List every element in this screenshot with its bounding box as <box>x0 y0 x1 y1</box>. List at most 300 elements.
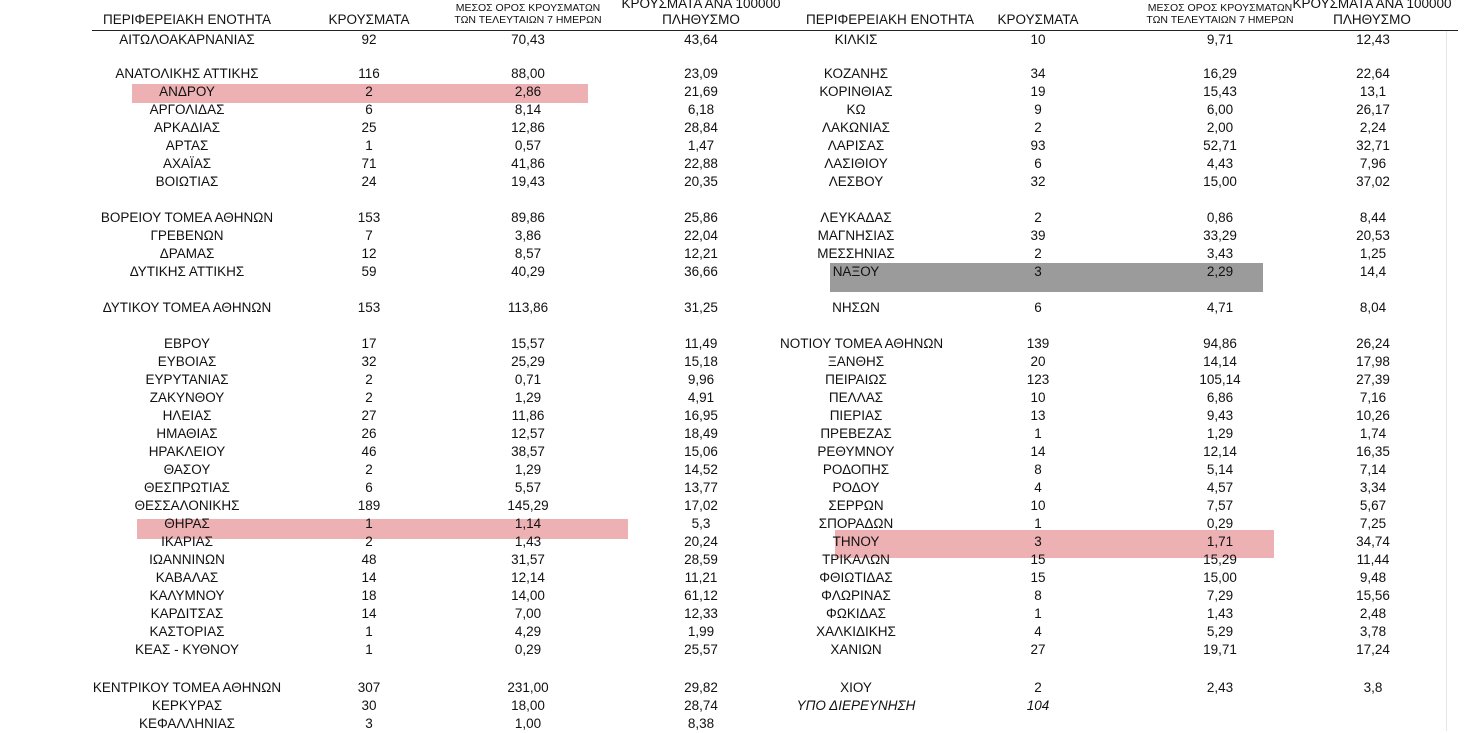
cell-cases: 2 <box>1034 680 1042 695</box>
cell-region: ΑΡΚΑΔΙΑΣ <box>153 120 221 135</box>
cell-avg: 7,57 <box>1206 498 1234 513</box>
cell-per100k: 1,25 <box>1359 246 1387 261</box>
cell-per100k: 13,77 <box>684 480 718 495</box>
table-row <box>780 371 1477 389</box>
cell-region: ΚΑΣΤΟΡΙΑΣ <box>149 624 225 639</box>
cell-avg: 5,14 <box>1206 462 1234 477</box>
cell-cases: 27 <box>361 408 377 423</box>
cell-cases: 4 <box>1034 624 1042 639</box>
cell-per100k: 29,82 <box>684 680 718 695</box>
right-table <box>780 31 1477 731</box>
cell-region: ΑΝΑΤΟΛΙΚΗΣ ΑΤΤΙΚΗΣ <box>115 66 259 81</box>
cell-per100k: 28,84 <box>684 120 718 135</box>
cell-avg: 5,57 <box>514 480 542 495</box>
table-row <box>92 263 812 281</box>
cell-cases: 32 <box>361 354 377 369</box>
cell-avg: 3,43 <box>1206 246 1234 261</box>
cell-per100k: 9,48 <box>1359 570 1387 585</box>
cell-region: ΚΙΛΚΙΣ <box>834 32 878 47</box>
cell-region: ΗΡΑΚΛΕΙΟΥ <box>148 444 226 459</box>
table-row <box>780 155 1477 173</box>
cell-per100k: 11,44 <box>1356 552 1390 567</box>
table-row <box>780 551 1477 569</box>
cell-region: ΦΘΙΩΤΙΔΑΣ <box>819 570 893 585</box>
cell-avg: 15,57 <box>511 336 545 351</box>
cell-cases: 92 <box>361 32 377 47</box>
cell-cases: 20 <box>1030 354 1046 369</box>
cell-per100k: 13,1 <box>1359 84 1387 99</box>
table-row <box>780 119 1477 137</box>
cell-region: ΠΙΕΡΙΑΣ <box>829 408 883 423</box>
table-row <box>780 173 1477 191</box>
cell-cases: 4 <box>1034 480 1042 495</box>
cell-region: ΖΑΚΥΝΘΟΥ <box>149 390 225 405</box>
table-row <box>780 83 1477 101</box>
cell-cases: 32 <box>1030 174 1046 189</box>
cell-cases: 10 <box>1030 498 1046 513</box>
cell-region: ΚΟΡΙΝΘΙΑΣ <box>819 84 893 99</box>
cell-cases: 25 <box>361 120 377 135</box>
cell-region: ΚΑΛΥΜΝΟΥ <box>149 588 225 603</box>
cell-region: ΚΑΡΔΙΤΣΑΣ <box>150 606 224 621</box>
cell-per100k: 37,02 <box>1356 174 1390 189</box>
cell-per100k: 3,78 <box>1359 624 1387 639</box>
cell-per100k: 17,24 <box>1356 642 1390 657</box>
cell-avg: 0,57 <box>514 138 542 153</box>
cell-cases: 2 <box>365 84 373 99</box>
table-row <box>92 679 812 697</box>
cell-per100k: 2,24 <box>1359 120 1387 135</box>
header-per100k <box>616 0 786 28</box>
cell-per100k: 9,96 <box>687 372 715 387</box>
header-avg-line1: ΜΕΣΟΣ ΟΡΟΣ ΚΡΟΥΣΜΑΤΩΝ <box>455 2 601 14</box>
cell-cases: 7 <box>365 228 373 243</box>
cell-per100k: 25,57 <box>684 642 718 657</box>
cell-cases: 17 <box>361 336 377 351</box>
table-row <box>92 641 812 659</box>
cell-avg: 113,86 <box>507 300 549 315</box>
table-row <box>780 623 1477 641</box>
cell-region: ΑΡΤΑΣ <box>165 138 209 153</box>
table-row <box>92 245 812 263</box>
table-row <box>92 461 812 479</box>
cell-avg: 16,29 <box>1203 66 1237 81</box>
cell-per100k: 4,91 <box>687 390 715 405</box>
cell-per100k: 7,14 <box>1359 462 1387 477</box>
cell-per100k: 7,16 <box>1359 390 1387 405</box>
cell-per100k: 5,3 <box>691 516 711 531</box>
cell-per100k: 61,12 <box>684 588 718 603</box>
table-row <box>780 407 1477 425</box>
cell-per100k: 12,43 <box>1356 32 1390 47</box>
cell-cases: 10 <box>1030 390 1046 405</box>
cell-per100k: 3,8 <box>1363 680 1383 695</box>
table-row <box>780 587 1477 605</box>
header-cases: ΚΡΟΥΣΜΑΤΑ <box>997 12 1079 27</box>
cell-cases: 14 <box>361 570 377 585</box>
cell-per100k: 17,98 <box>1356 354 1390 369</box>
cell-cases: 1 <box>1034 606 1042 621</box>
header-avg-line2: ΤΩΝ ΤΕΛΕΥΤΑΙΩΝ 7 ΗΜΕΡΩΝ <box>454 14 602 26</box>
table-row <box>780 353 1477 371</box>
header-avg-line2: ΤΩΝ ΤΕΛΕΥΤΑΙΩΝ 7 ΗΜΕΡΩΝ <box>1146 14 1294 26</box>
cell-cases: 153 <box>357 300 381 315</box>
cell-region: ΦΩΚΙΔΑΣ <box>826 606 886 621</box>
cell-per100k: 18,49 <box>684 426 718 441</box>
cell-avg: 9,71 <box>1206 32 1234 47</box>
cell-region: ΘΕΣΠΡΩΤΙΑΣ <box>143 480 231 495</box>
table-row <box>780 515 1477 533</box>
cell-cases: 19 <box>1030 84 1046 99</box>
cell-cases: 13 <box>1030 408 1046 423</box>
table-row <box>92 605 812 623</box>
cell-cases: 6 <box>365 102 373 117</box>
table-row <box>780 425 1477 443</box>
cell-cases: 1 <box>365 516 373 531</box>
cell-avg: 25,29 <box>511 354 545 369</box>
cell-region: ΥΠΟ ΔΙΕΡΕΥΝΗΣΗ <box>796 698 916 713</box>
cell-per100k: 11,21 <box>684 570 718 585</box>
cell-region: ΠΕΛΛΑΣ <box>828 390 884 405</box>
cell-region: ΙΩΑΝΝΙΝΩΝ <box>149 552 225 567</box>
cell-cases: 6 <box>1034 300 1042 315</box>
cell-per100k: 15,56 <box>1356 588 1390 603</box>
cell-per100k: 7,96 <box>1359 156 1387 171</box>
cell-region: ΚΟΖΑΝΗΣ <box>823 66 889 81</box>
cell-per100k: 20,35 <box>684 174 718 189</box>
cell-avg: 1,71 <box>1206 534 1234 549</box>
cell-per100k: 8,04 <box>1359 300 1387 315</box>
cell-avg: 19,71 <box>1203 642 1237 657</box>
table-row <box>780 679 1477 697</box>
table-row <box>92 497 812 515</box>
cell-cases: 2 <box>1034 246 1042 261</box>
cell-region: ΝΟΤΙΟΥ ΤΟΜΕΑ ΑΘΗΝΩΝ <box>780 336 944 351</box>
cell-cases: 2 <box>1034 120 1042 135</box>
cell-region: ΑΝΔΡΟΥ <box>159 84 215 99</box>
cell-avg: 14,14 <box>1203 354 1237 369</box>
cell-avg: 15,00 <box>1203 570 1237 585</box>
cell-avg: 145,29 <box>507 498 549 513</box>
cell-region: ΛΑΚΩΝΙΑΣ <box>822 120 890 135</box>
cell-region: ΗΛΕΙΑΣ <box>162 408 212 423</box>
cell-per100k: 32,71 <box>1356 138 1390 153</box>
table-row <box>780 263 1477 281</box>
cell-cases: 1 <box>365 624 373 639</box>
cell-avg: 15,00 <box>1203 174 1237 189</box>
header-region: ΠΕΡΙΦΕΡΕΙΑΚΗ ΕΝΟΤΗΤΑ <box>805 12 975 27</box>
cell-per100k: 5,67 <box>1359 498 1387 513</box>
cell-region: ΑΡΓΟΛΙΔΑΣ <box>149 102 225 117</box>
header-cases: ΚΡΟΥΣΜΑΤΑ <box>328 12 410 27</box>
cell-cases: 18 <box>361 588 377 603</box>
cell-region: ΣΕΡΡΩΝ <box>828 498 884 513</box>
cell-avg: 8,14 <box>514 102 542 117</box>
cell-per100k: 6,18 <box>687 102 715 117</box>
cell-avg: 2,86 <box>514 84 542 99</box>
cell-region: ΔΥΤΙΚΟΥ ΤΟΜΕΑ ΑΘΗΝΩΝ <box>102 300 272 315</box>
table-row <box>780 65 1477 83</box>
cell-avg: 4,71 <box>1206 300 1234 315</box>
cell-per100k: 22,88 <box>684 156 718 171</box>
cell-per100k: 22,64 <box>1356 66 1390 81</box>
cell-cases: 39 <box>1030 228 1046 243</box>
cell-per100k: 31,25 <box>684 300 718 315</box>
cell-cases: 2 <box>365 390 373 405</box>
cell-cases: 93 <box>1030 138 1046 153</box>
cell-per100k: 26,24 <box>1356 336 1390 351</box>
cell-region: ΜΕΣΣΗΝΙΑΣ <box>817 246 895 261</box>
header-per100k-line2: ΠΛΗΘΥΣΜΟ <box>1333 12 1411 27</box>
cell-cases: 1 <box>1034 426 1042 441</box>
table-row <box>92 353 812 371</box>
table-row <box>92 569 812 587</box>
cell-region: ΚΕΝΤΡΙΚΟΥ ΤΟΜΕΑ ΑΘΗΝΩΝ <box>92 680 282 695</box>
table-row <box>92 551 812 569</box>
cell-cases: 2 <box>365 372 373 387</box>
cell-per100k: 28,74 <box>684 698 718 713</box>
cell-per100k: 1,74 <box>1359 426 1387 441</box>
cell-avg: 88,00 <box>511 66 545 81</box>
cell-region: ΛΕΣΒΟΥ <box>828 174 884 189</box>
cell-region: ΔΡΑΜΑΣ <box>159 246 215 261</box>
table-row <box>92 119 812 137</box>
cell-region: ΑΧΑΪΑΣ <box>162 156 212 171</box>
cell-avg: 2,29 <box>1206 264 1234 279</box>
cell-region: ΘΗΡΑΣ <box>164 516 210 531</box>
table-row <box>780 443 1477 461</box>
cell-per100k: 16,95 <box>684 408 718 423</box>
cell-per100k: 1,99 <box>687 624 715 639</box>
cell-region: ΠΡΕΒΕΖΑΣ <box>820 426 892 441</box>
table-row <box>780 697 1477 715</box>
cell-cases: 59 <box>361 264 377 279</box>
cell-per100k: 27,39 <box>1356 372 1390 387</box>
cell-avg: 2,00 <box>1206 120 1234 135</box>
cell-per100k: 34,74 <box>1356 534 1390 549</box>
cell-avg: 0,86 <box>1206 210 1234 225</box>
cell-avg: 0,29 <box>514 642 542 657</box>
cell-avg: 33,29 <box>1203 228 1237 243</box>
table-row <box>92 443 812 461</box>
header-region: ΠΕΡΙΦΕΡΕΙΑΚΗ ΕΝΟΤΗΤΑ <box>102 12 272 27</box>
table-row <box>92 227 812 245</box>
cell-cases: 12 <box>361 246 377 261</box>
cell-per100k: 15,18 <box>684 354 718 369</box>
cell-avg: 4,29 <box>514 624 542 639</box>
cell-region: ΔΥΤΙΚΗΣ ΑΤΤΙΚΗΣ <box>129 264 245 279</box>
header-avg <box>438 2 618 26</box>
cell-avg: 41,86 <box>511 156 545 171</box>
cell-avg: 8,57 <box>514 246 542 261</box>
cell-cases: 34 <box>1030 66 1046 81</box>
cell-cases: 46 <box>361 444 377 459</box>
table-row <box>92 587 812 605</box>
cell-region: ΚΑΒΑΛΑΣ <box>155 570 219 585</box>
cell-cases: 24 <box>361 174 377 189</box>
cell-cases: 30 <box>361 698 377 713</box>
table-row <box>92 533 812 551</box>
cell-region: ΕΒΡΟΥ <box>163 336 211 351</box>
cell-avg: 6,86 <box>1206 390 1234 405</box>
table-row <box>92 101 812 119</box>
table-row <box>780 533 1477 551</box>
table-row <box>780 461 1477 479</box>
cell-avg: 1,29 <box>514 462 542 477</box>
cell-per100k: 23,09 <box>684 66 718 81</box>
header-per100k <box>1282 0 1462 28</box>
cell-per100k: 20,24 <box>684 534 718 549</box>
table-row <box>780 227 1477 245</box>
cell-avg: 15,29 <box>1203 552 1237 567</box>
cell-region: ΛΑΣΙΘΙΟΥ <box>824 156 888 171</box>
cell-cases: 14 <box>361 606 377 621</box>
cell-per100k: 14,52 <box>684 462 718 477</box>
table-row <box>780 245 1477 263</box>
cell-cases: 3 <box>1034 264 1042 279</box>
cell-region: ΚΩ <box>846 102 866 117</box>
cell-avg: 0,71 <box>514 372 542 387</box>
header-per100k-line1: ΚΡΟΥΣΜΑΤΑ ΑΝΑ 100000 <box>621 0 781 11</box>
cell-cases: 3 <box>1034 534 1042 549</box>
cell-per100k: 11,49 <box>684 336 718 351</box>
cell-cases: 1 <box>365 138 373 153</box>
cell-region: ΚΕΡΚΥΡΑΣ <box>151 698 223 713</box>
cell-region: ΕΥΡΥΤΑΝΙΑΣ <box>145 372 229 387</box>
cell-avg: 12,86 <box>511 120 545 135</box>
table-row <box>92 425 812 443</box>
table-row <box>780 497 1477 515</box>
table-row <box>92 173 812 191</box>
table-row <box>92 407 812 425</box>
cell-per100k: 21,69 <box>684 84 718 99</box>
cell-region: ΧΑΝΙΩΝ <box>830 642 882 657</box>
cell-avg: 6,00 <box>1206 102 1234 117</box>
cell-cases: 2 <box>1034 210 1042 225</box>
cell-region: ΛΕΥΚΑΔΑΣ <box>820 210 892 225</box>
cell-region: ΧΑΛΚΙΔΙΚΗΣ <box>816 624 896 639</box>
cell-per100k: 43,64 <box>684 32 718 47</box>
cell-avg: 11,86 <box>511 408 545 423</box>
cell-cases: 8 <box>1034 588 1042 603</box>
cell-region: ΝΑΞΟΥ <box>832 264 880 279</box>
table-row <box>92 155 812 173</box>
cell-avg: 40,29 <box>511 264 545 279</box>
cell-region: ΛΑΡΙΣΑΣ <box>827 138 885 153</box>
cell-region: ΤΗΝΟΥ <box>832 534 880 549</box>
table-row <box>780 31 1477 49</box>
table-row <box>780 101 1477 119</box>
cell-cases: 6 <box>1034 156 1042 171</box>
cell-avg: 12,57 <box>511 426 545 441</box>
table-row <box>92 623 812 641</box>
cell-avg: 1,29 <box>514 390 542 405</box>
table-row <box>92 335 812 353</box>
cell-avg: 12,14 <box>1203 444 1237 459</box>
cell-region: ΦΛΩΡΙΝΑΣ <box>821 588 891 603</box>
table-row <box>92 209 812 227</box>
cell-cases: 48 <box>361 552 377 567</box>
cell-per100k: 28,59 <box>684 552 718 567</box>
cell-per100k: 8,38 <box>687 716 715 731</box>
cell-avg: 105,14 <box>1199 372 1241 387</box>
cell-cases: 139 <box>1026 336 1050 351</box>
table-row <box>92 515 812 533</box>
table-row <box>780 209 1477 227</box>
table-row <box>92 65 812 83</box>
cell-cases: 2 <box>365 462 373 477</box>
cell-region: ΚΕΦΑΛΛΗΝΙΑΣ <box>138 716 236 731</box>
cell-avg: 1,43 <box>514 534 542 549</box>
cell-cases: 15 <box>1030 552 1046 567</box>
cell-region: ΡΟΔΟΥ <box>832 480 880 495</box>
cell-avg: 2,43 <box>1206 680 1234 695</box>
cell-cases: 1 <box>365 642 373 657</box>
table-row <box>92 715 812 733</box>
cell-cases: 3 <box>365 716 373 731</box>
left-table <box>92 31 812 731</box>
cell-per100k: 3,34 <box>1359 480 1387 495</box>
cell-avg: 231,00 <box>507 680 549 695</box>
cell-per100k: 7,25 <box>1359 516 1387 531</box>
cell-cases: 14 <box>1030 444 1046 459</box>
cell-per100k: 8,44 <box>1359 210 1387 225</box>
table-row <box>780 335 1477 353</box>
cell-cases: 153 <box>357 210 381 225</box>
cell-region: ΤΡΙΚΑΛΩΝ <box>822 552 890 567</box>
cell-avg: 14,00 <box>511 588 545 603</box>
cell-per100k: 36,66 <box>684 264 718 279</box>
cell-cases: 6 <box>365 480 373 495</box>
table-row <box>780 569 1477 587</box>
cell-per100k: 20,53 <box>1356 228 1390 243</box>
cell-per100k: 15,06 <box>684 444 718 459</box>
cell-per100k: 17,02 <box>684 498 718 513</box>
table-row <box>92 389 812 407</box>
cell-avg: 89,86 <box>511 210 545 225</box>
cell-avg: 1,14 <box>514 516 542 531</box>
cell-avg: 31,57 <box>511 552 545 567</box>
table-row <box>92 479 812 497</box>
cell-per100k: 12,21 <box>684 246 718 261</box>
cell-avg: 4,43 <box>1206 156 1234 171</box>
table-row <box>780 479 1477 497</box>
cell-cases: 10 <box>1030 32 1046 47</box>
cell-per100k: 22,04 <box>684 228 718 243</box>
table-row <box>92 371 812 389</box>
table-row <box>780 299 1477 317</box>
cell-avg: 12,14 <box>511 570 545 585</box>
cell-cases: 1 <box>1034 516 1042 531</box>
cell-cases: 123 <box>1026 372 1050 387</box>
header-avg-line1: ΜΕΣΟΣ ΟΡΟΣ ΚΡΟΥΣΜΑΤΩΝ <box>1147 2 1293 14</box>
cell-avg: 7,29 <box>1206 588 1234 603</box>
table-row <box>92 299 812 317</box>
table-row <box>780 137 1477 155</box>
cell-avg: 38,57 <box>511 444 545 459</box>
cell-cases: 9 <box>1034 102 1042 117</box>
cell-avg: 4,57 <box>1206 480 1234 495</box>
cell-per100k: 10,26 <box>1356 408 1390 423</box>
cell-cases: 2 <box>365 534 373 549</box>
cell-avg: 0,29 <box>1206 516 1234 531</box>
cell-region: ΒΟΙΩΤΙΑΣ <box>155 174 219 189</box>
header-per100k-line1: ΚΡΟΥΣΜΑΤΑ ΑΝΑ 100000 <box>1292 0 1452 11</box>
cell-cases: 116 <box>358 66 380 81</box>
cell-region: ΒΟΡΕΙΟΥ ΤΟΜΕΑ ΑΘΗΝΩΝ <box>100 210 274 225</box>
cell-per100k: 2,48 <box>1359 606 1387 621</box>
cell-avg: 7,00 <box>514 606 542 621</box>
